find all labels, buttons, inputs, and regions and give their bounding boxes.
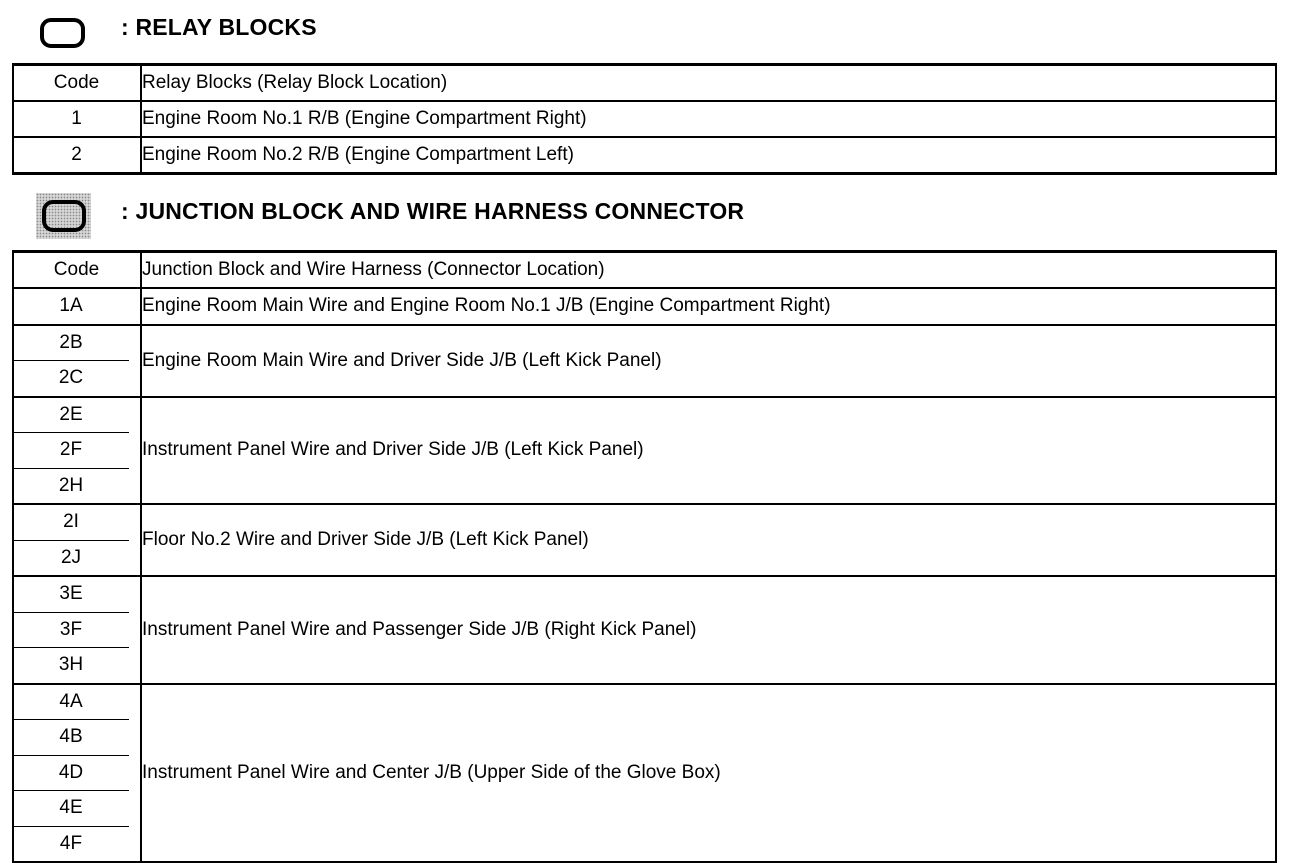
code-cell: 2J: [13, 540, 129, 576]
table-row: [13, 288, 1276, 325]
code-group: [13, 397, 141, 505]
code-group: [13, 325, 141, 397]
description-cell: Instrument Panel Wire and Passenger Side J/B (Right Kick Panel): [141, 576, 1276, 684]
code-cell: 3H: [13, 647, 129, 683]
table-row: [13, 325, 1276, 397]
table-row: [13, 576, 1276, 684]
code-header: Code: [13, 65, 141, 101]
description-cell: Engine Room No.2 R/B (Engine Compartment Left): [141, 137, 1276, 173]
description-cell: Instrument Panel Wire and Driver Side J/B (Left Kick Panel): [141, 397, 1276, 505]
code-cell: 2F: [13, 432, 129, 468]
code-cell: 1: [13, 101, 141, 137]
table-row: [13, 397, 1276, 505]
code-cell: 4F: [13, 826, 129, 862]
code-group: [13, 504, 141, 576]
code-cell: 3F: [13, 612, 129, 648]
table-row: [13, 137, 1276, 173]
code-cell: 2: [13, 137, 141, 173]
relay-blocks-table: [13, 64, 1276, 174]
code-cell: 2H: [13, 468, 129, 504]
description-cell: Instrument Panel Wire and Center J/B (Upper Side of the Glove Box): [141, 684, 1276, 863]
code-cell: 4D: [13, 755, 129, 791]
table-header-row: [13, 252, 1276, 288]
description-header: Relay Blocks (Relay Block Location): [141, 65, 1276, 101]
code-cell: 4E: [13, 790, 129, 826]
code-cell: 4B: [13, 719, 129, 755]
relay-blocks-heading: : RELAY BLOCKS: [121, 14, 317, 40]
code-cell: 2B: [59, 331, 83, 353]
code-header: Code: [13, 252, 141, 288]
table-row: [13, 504, 1276, 576]
code-group: [13, 288, 141, 325]
code-cell: 2C: [13, 360, 129, 396]
code-cell: 3E: [59, 583, 83, 604]
code-group: [13, 684, 141, 863]
code-group: [13, 576, 141, 684]
junction-block-table: [13, 251, 1276, 863]
code-cell: 2I: [63, 511, 79, 532]
description-cell: Engine Room Main Wire and Engine Room No.1 J/B (Engine Compartment Right): [141, 288, 1276, 325]
relay-block-symbol-icon: [40, 18, 85, 48]
code-cell: 4A: [59, 690, 83, 712]
code-cell: 1A: [59, 295, 83, 316]
junction-block-symbol-icon: [42, 200, 86, 232]
description-cell: Engine Room Main Wire and Driver Side J/B (Left Kick Panel): [141, 325, 1276, 397]
table-header-row: [13, 65, 1276, 101]
description-header: Junction Block and Wire Harness (Connector Location): [141, 252, 1276, 288]
table-row: [13, 684, 1276, 863]
code-cell: 2E: [59, 403, 83, 425]
description-cell: Engine Room No.1 R/B (Engine Compartment Right): [141, 101, 1276, 137]
junction-block-heading: : JUNCTION BLOCK AND WIRE HARNESS CONNECTOR: [121, 198, 745, 224]
table-row: [13, 101, 1276, 137]
description-cell: Floor No.2 Wire and Driver Side J/B (Left Kick Panel): [141, 504, 1276, 576]
